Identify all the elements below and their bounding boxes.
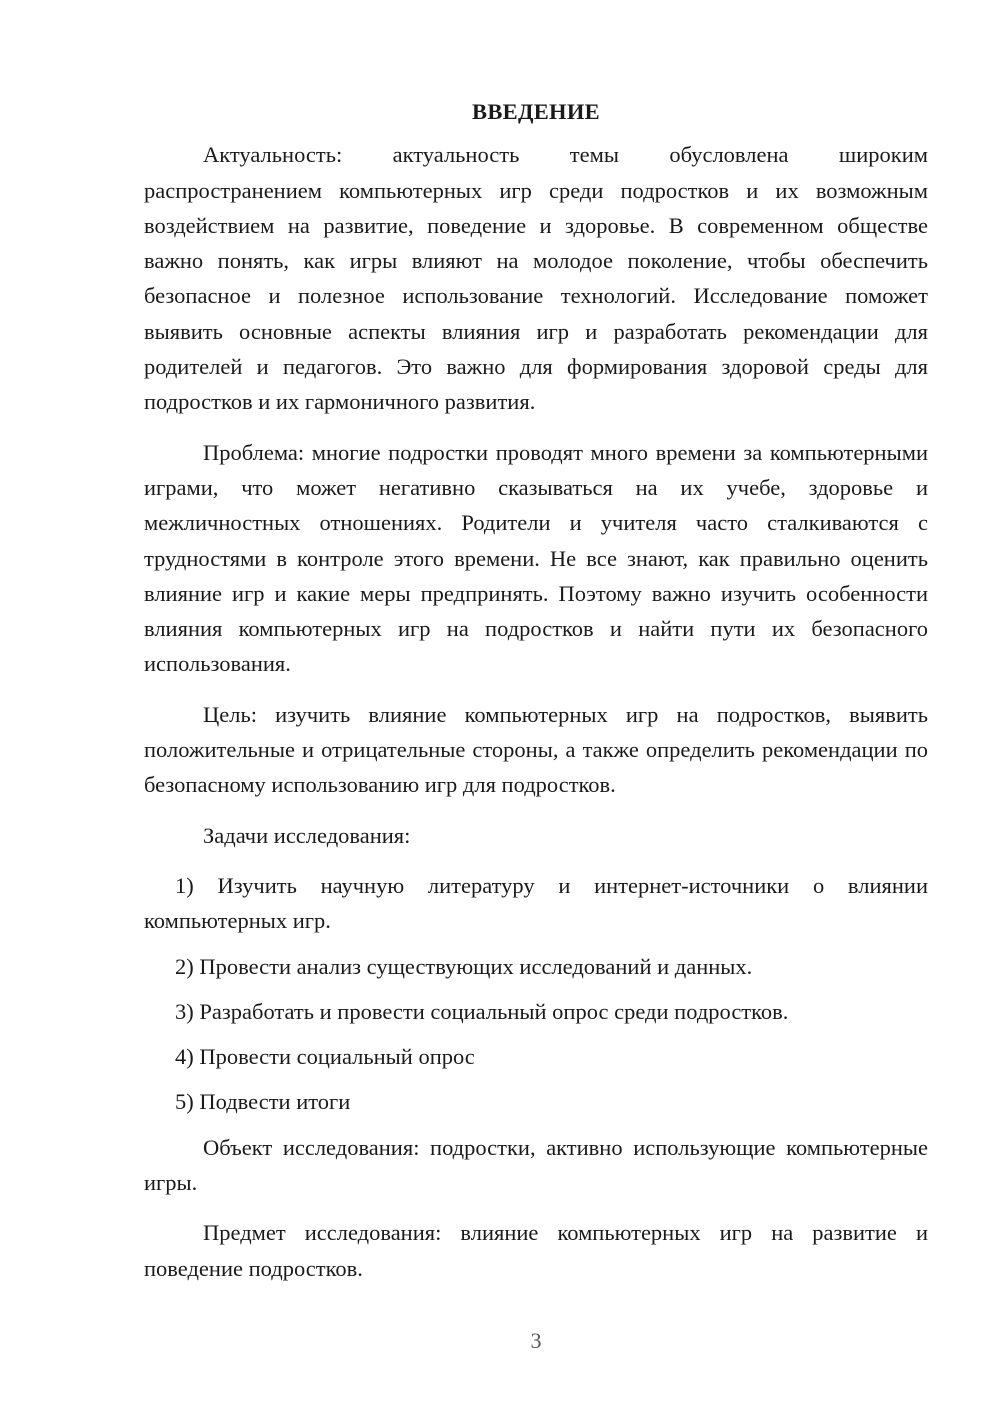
task-item-4: 4) Провести социальный опрос — [175, 1044, 475, 1070]
task-item-5: 5) Подвести итоги — [175, 1089, 351, 1115]
page-title: ВВЕДЕНИЕ — [472, 99, 600, 124]
task-item-3: 3) Разработать и провести социальный опрос среди подростков. — [175, 998, 789, 1024]
paragraph-relevance: Актуальность: актуальность темы обусловлена широким распространением компьютерных игр среди подростков и их возможным воздействием на развитие, поведение и здоровье. В современном обществе важно понять, как игры влияют на молодое поколение, чтобы обеспечить безопасное и полезное использование технологий. Исследование поможет выявить основные аспекты влияния игр и разработать рекомендации для родителей и педагогов. Это важно для формирования здоровой среды для подростков и их гармоничного развития. — [144, 142, 928, 415]
paragraph-object: Объект исследования: подростки, активно использующие компьютерные игры. — [144, 1134, 928, 1196]
task-item-2: 2) Провести анализ существующих исследований и данных. — [175, 953, 753, 979]
task-item-1: 1) Изучить научную литературу и интернет-источники о влиянии компьютерных игр. — [144, 872, 928, 934]
paragraph-goal: Цель: изучить влияние компьютерных игр на подростков, выявить положительные и отрицательные стороны, а также определить рекомендации по безопасному использованию игр для подростков. — [144, 701, 928, 798]
paragraph-subject: Предмет исследования: влияние компьютерных игр на развитие и поведение подростков. — [144, 1220, 928, 1281]
page-content — [144, 94, 928, 1301]
tasks-heading: Задачи исследования: — [203, 822, 411, 848]
paragraph-problem: Проблема: многие подростки проводят много времени за компьютерными играми, что может негативно сказываться на их учебе, здоровье и межличностных отношениях. Родители и учителя часто сталкиваются с трудностями в контроле этого времени. Не все знают, как правильно оценить влияние игр и какие меры предпринять. Поэтому важно изучить особенности влияния компьютерных игр на подростков и найти пути их безопасного использования. — [144, 439, 928, 677]
page-number: 3 — [530, 1328, 542, 1353]
